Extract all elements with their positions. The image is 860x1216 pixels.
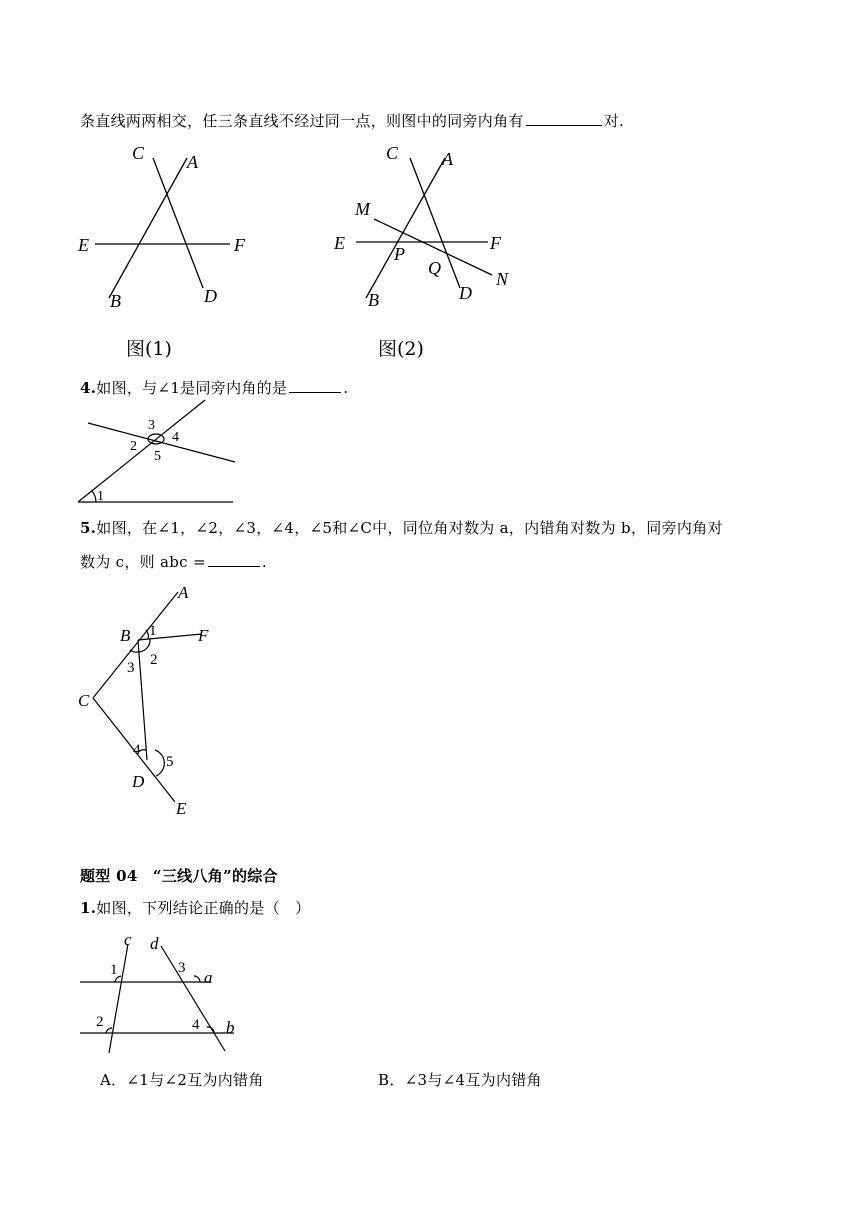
label-e: E: [176, 799, 187, 818]
label-b: B: [110, 291, 121, 311]
q5-line-1: [80, 518, 723, 538]
label-p: P: [394, 244, 405, 264]
label-c: C: [78, 691, 90, 710]
angle-5-label: 5: [154, 449, 161, 464]
angle-2-label: 2: [150, 652, 158, 668]
label-a: A: [178, 583, 189, 602]
label-b: B: [120, 626, 131, 645]
line-ca: [93, 592, 178, 698]
q4-text: [80, 377, 348, 398]
label-d: d: [150, 934, 159, 953]
q5-text-1: 如图，在∠1，∠2，∠3，∠4，∠5和∠C中，同位角对数为 a，内错角对数为 b，同旁内角对: [96, 519, 723, 537]
q5-answer-blank[interactable]: [208, 551, 260, 567]
section-heading: 题型 04 “三线八角”的综合: [80, 867, 278, 885]
q5-figure: [72, 582, 232, 822]
angle-5-label: 5: [166, 754, 174, 770]
angle-1-label: 1: [97, 489, 104, 504]
q1-number: 1.: [80, 899, 97, 917]
label-b: b: [226, 1018, 235, 1037]
option-b-text: ∠3与∠4互为内错角: [404, 1071, 542, 1089]
angle-3-label: 3: [127, 660, 135, 676]
q4-figure: [70, 396, 250, 508]
q3-text: [80, 110, 624, 131]
label-c: C: [386, 143, 399, 163]
label-b: B: [368, 290, 379, 310]
angle-5-arc: [155, 750, 164, 776]
option-b[interactable]: [378, 1070, 542, 1090]
q4-text-start: 如图，与∠1是同旁内角的是: [96, 379, 288, 397]
label-f: F: [234, 235, 245, 255]
angle-2-label: 2: [96, 1014, 104, 1030]
label-d: D: [204, 286, 217, 306]
figure-1: [70, 140, 270, 350]
angle-2-arc: [106, 1028, 112, 1033]
angle-2-arc: [139, 639, 150, 652]
q5-number: 5.: [80, 519, 97, 537]
label-m: M: [355, 199, 370, 219]
angle-1-label: 1: [110, 962, 118, 978]
q5-text-2: 数为 c，则 abc =: [80, 553, 206, 571]
figure-1-caption: 图(1): [126, 338, 172, 360]
angle-1-label: 1: [149, 623, 157, 639]
figure-2: [330, 140, 530, 350]
angle-3-arc: [194, 976, 200, 982]
angle-1-arc: [92, 491, 96, 502]
q3-text-end: 对.: [603, 112, 625, 130]
label-q: Q: [428, 258, 441, 278]
label-a: A: [442, 149, 453, 169]
line-c: [109, 944, 128, 1053]
q3-text-start: 条直线两两相交，任三条直线不经过同一点，则图中的同旁内角有: [80, 112, 524, 130]
label-a: a: [204, 968, 213, 987]
angle-4-label: 4: [172, 430, 179, 445]
label-f: F: [198, 626, 209, 645]
angle-3-label: 3: [148, 418, 155, 433]
q1-figure: [74, 930, 244, 1060]
q5-text-end: .: [261, 553, 267, 571]
option-a-key: A．: [100, 1071, 127, 1089]
q3-answer-blank[interactable]: [526, 110, 602, 126]
q1-text: [80, 898, 310, 918]
label-d: D: [459, 283, 472, 303]
q4-answer-blank[interactable]: [289, 377, 341, 393]
option-b-key: B．: [378, 1071, 405, 1089]
label-n: N: [496, 269, 509, 289]
angle-2-label: 2: [130, 439, 137, 454]
option-a[interactable]: [100, 1070, 264, 1090]
option-a-text: ∠1与∠2互为内错角: [126, 1071, 264, 1089]
angle-3-label: 3: [178, 960, 186, 976]
line-ab: [109, 158, 187, 298]
label-e: E: [334, 233, 345, 253]
q4-text-end: .: [343, 379, 349, 397]
label-e: E: [78, 235, 89, 255]
figure-2-caption: 图(2): [378, 338, 424, 360]
slant-line: [78, 400, 205, 502]
line-bf: [138, 634, 202, 640]
label-d: D: [132, 772, 145, 791]
angle-3-arc: [130, 650, 139, 652]
angle-1-arc: [146, 630, 148, 639]
label-f: F: [490, 233, 501, 253]
label-c: c: [124, 930, 132, 949]
label-a: A: [187, 152, 198, 172]
q5-line-2: [80, 551, 267, 572]
label-c: C: [132, 143, 145, 163]
q1-stem: 如图，下列结论正确的是（ ）: [96, 899, 311, 917]
angle-4-label: 4: [133, 742, 141, 758]
angle-4-label: 4: [192, 1017, 200, 1033]
line-cd: [153, 158, 203, 288]
line-d: [161, 946, 225, 1051]
q4-number: 4.: [80, 379, 97, 397]
